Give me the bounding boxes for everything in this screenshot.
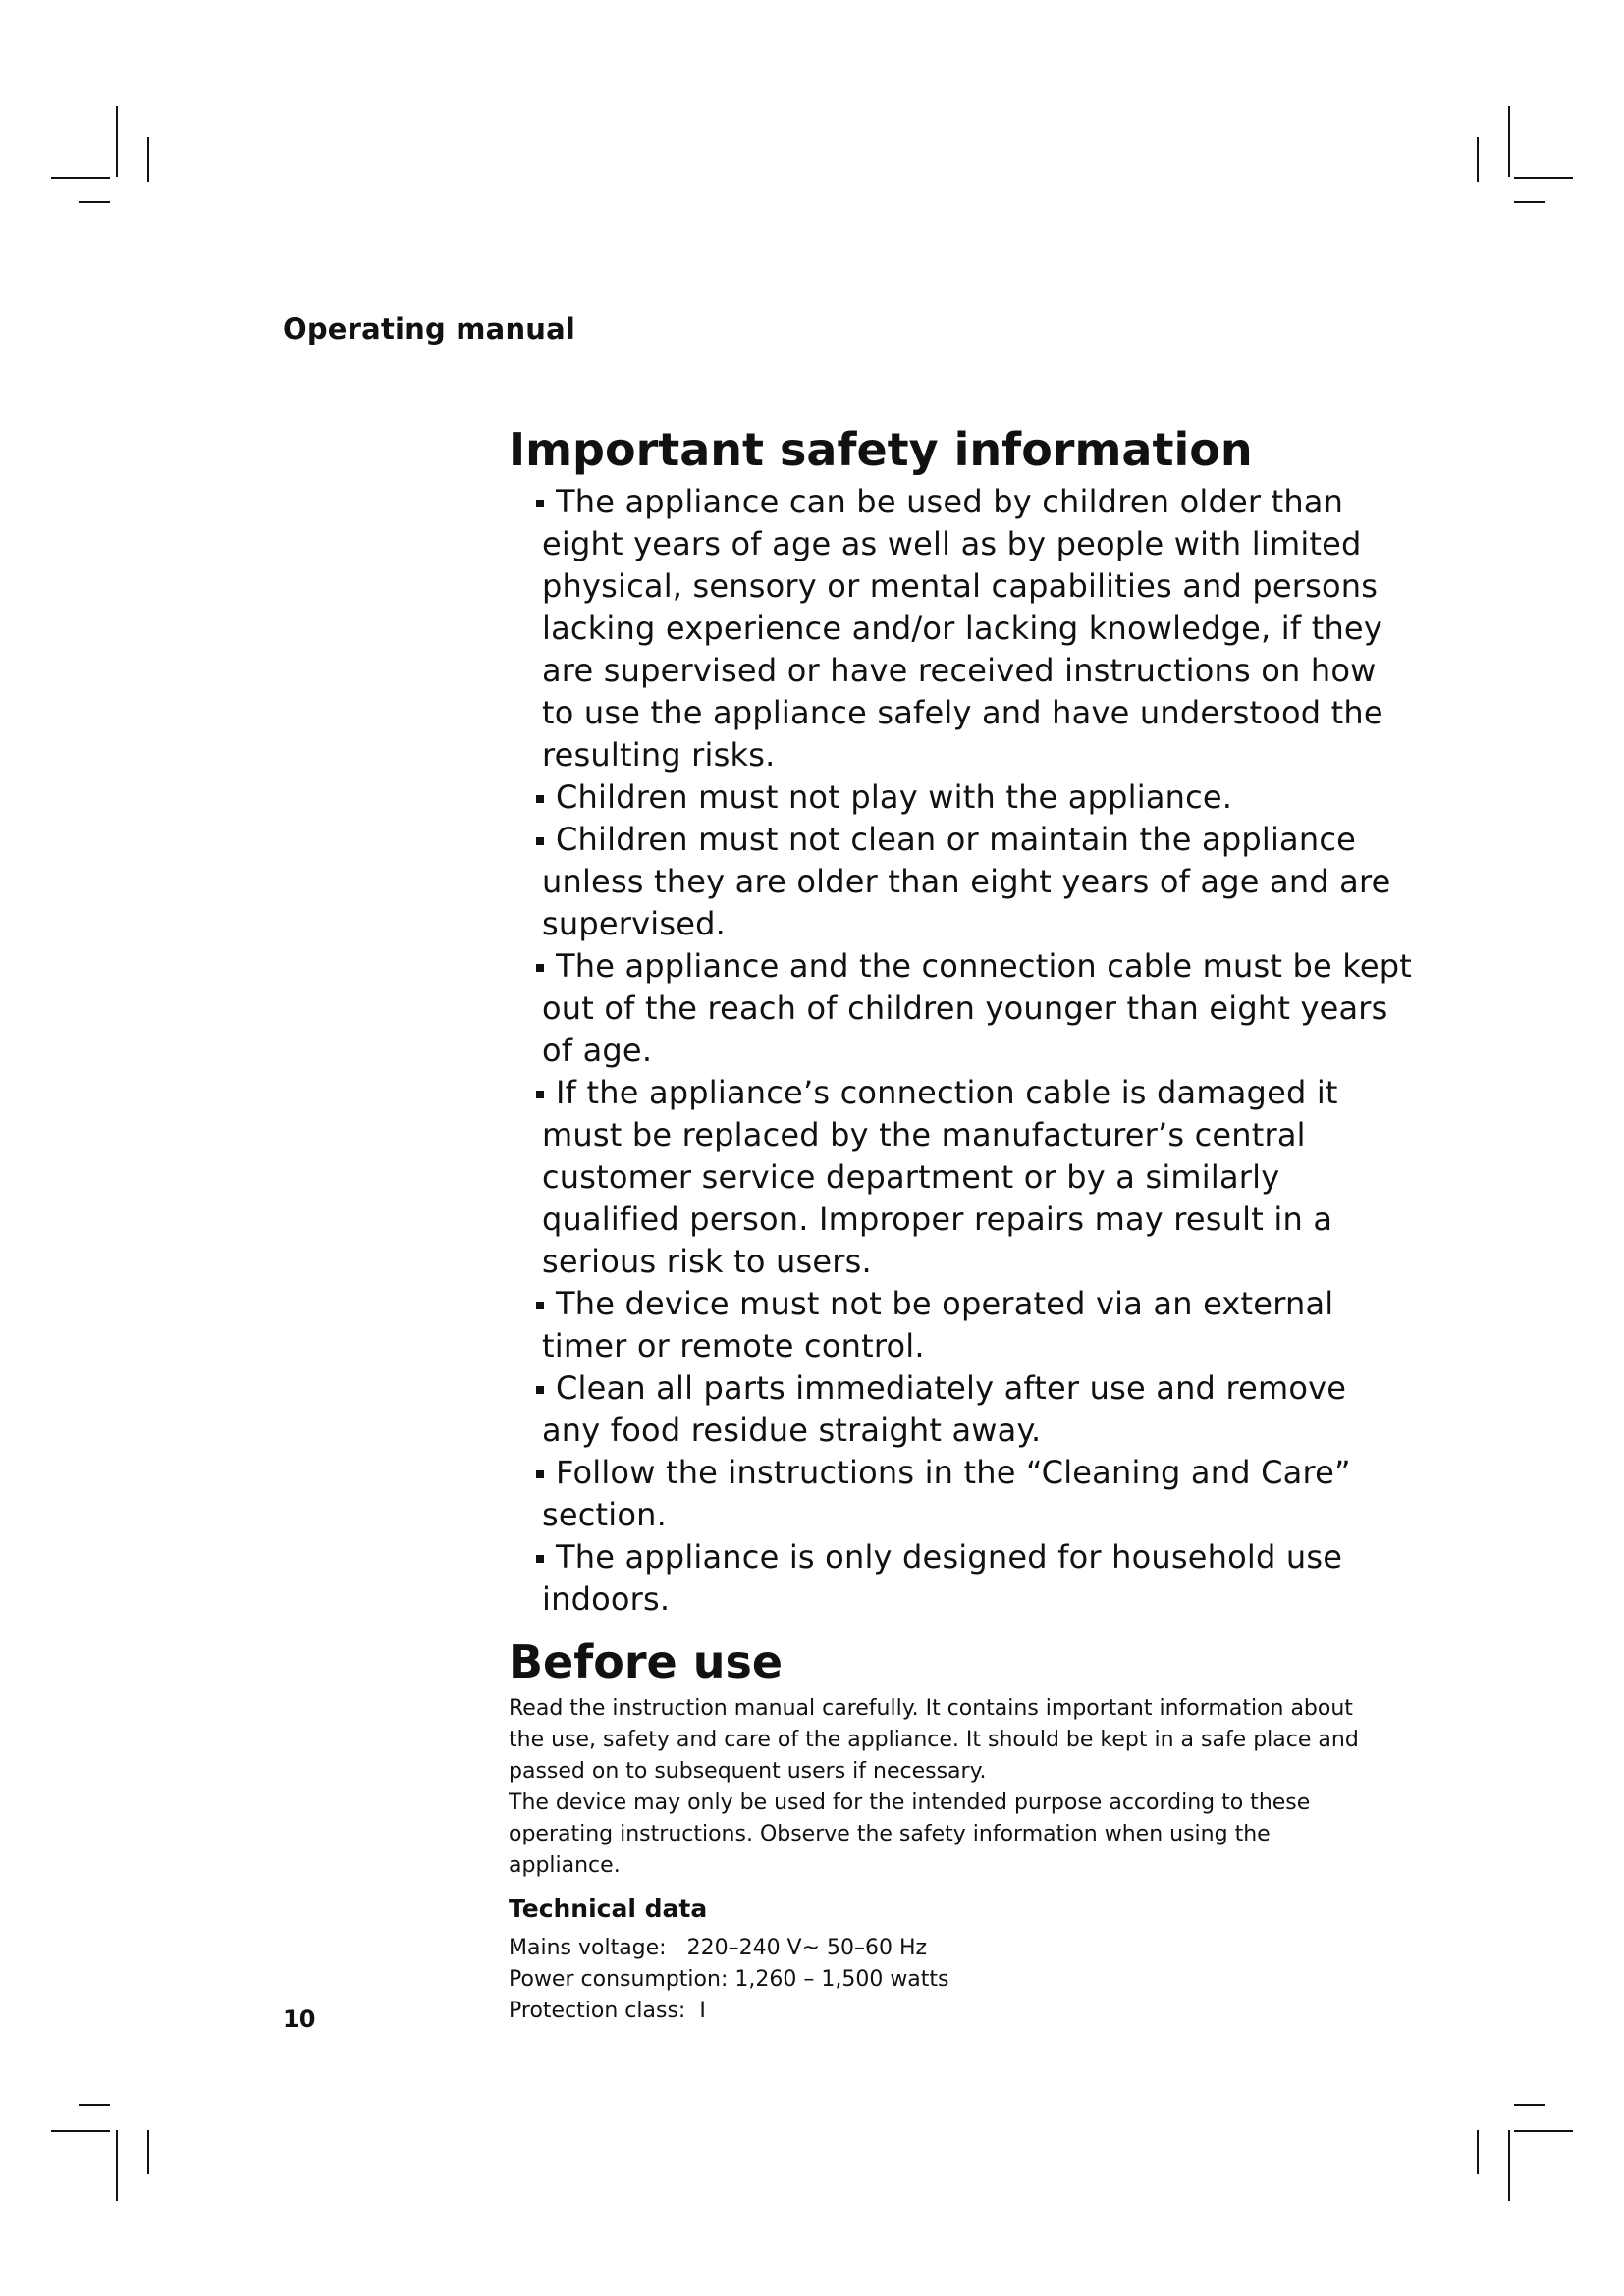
crop-mark-bottom-right-h1 xyxy=(1514,2104,1545,2106)
crop-mark-top-right-v1 xyxy=(1508,106,1510,177)
safety-list-item: The device must not be operated via an external timer or remote control. xyxy=(509,1283,1412,1367)
page-number: 10 xyxy=(283,2005,316,2033)
crop-mark-top-right-v2 xyxy=(1477,137,1479,182)
technical-data-title: Technical data xyxy=(509,1895,708,1923)
spec-value: 1,260 – 1,500 watts xyxy=(734,1967,949,1992)
crop-mark-top-left-v1 xyxy=(116,106,118,177)
spec-value: I xyxy=(699,1999,706,2023)
spec-label: Protection class: xyxy=(509,1999,686,2023)
crop-mark-top-left-h2 xyxy=(79,201,110,203)
safety-list-item: If the appliance’s connection cable is damaged it must be replaced by the manufacturer’s central customer service department or by a similarly qualified person. Improper repairs may result in a serious risk to users. xyxy=(509,1072,1412,1283)
crop-mark-top-left-h1 xyxy=(51,177,110,179)
crop-mark-top-right-h2 xyxy=(1514,201,1545,203)
crop-mark-bottom-left-v2 xyxy=(147,2130,149,2174)
spec-value: 220–240 V~ 50–60 Hz xyxy=(686,1936,928,1960)
crop-mark-bottom-right-v1 xyxy=(1508,2130,1510,2201)
safety-list-item: Children must not clean or maintain the appliance unless they are older than eight years of age and are supervised. xyxy=(509,819,1412,945)
spec-label: Mains voltage: xyxy=(509,1936,667,1960)
safety-list xyxy=(509,481,1412,1621)
crop-mark-top-left-v2 xyxy=(147,137,149,182)
crop-mark-bottom-left-h1 xyxy=(79,2104,110,2106)
crop-mark-bottom-left-h2 xyxy=(51,2130,110,2132)
before-use-paragraph-1: Read the instruction manual carefully. It contains important information about the use, safety and care of the appliance. It should be kept in a safe place and passed on to subsequent users if necessary. xyxy=(509,1696,1359,1784)
safety-section-title: Important safety information xyxy=(509,423,1253,476)
running-header: Operating manual xyxy=(283,312,576,346)
before-use-title: Before use xyxy=(509,1635,784,1688)
spec-mains-voltage xyxy=(509,1933,1412,1964)
safety-list-item: Follow the instructions in the “Cleaning and Care” section. xyxy=(509,1452,1412,1536)
safety-list-item: The appliance and the connection cable must be kept out of the reach of children younger than eight years of age. xyxy=(509,945,1412,1072)
crop-mark-bottom-left-v1 xyxy=(116,2130,118,2201)
main-content xyxy=(509,422,1412,2027)
safety-list-item: The appliance can be used by children older than eight years of age as well as by people with limited physical, sensory or mental capabilities and persons lacking experience and/or lacking knowledge, if they are supervised or have received instructions on how to use the appliance safely and have understood the resulting risks. xyxy=(509,481,1412,776)
crop-mark-bottom-right-v2 xyxy=(1477,2130,1479,2174)
spec-protection-class xyxy=(509,1996,1412,2027)
safety-list-item: Children must not play with the appliance. xyxy=(509,776,1412,819)
before-use-paragraph-2: The device may only be used for the intended purpose according to these operating instructions. Observe the safety information when using the appliance. xyxy=(509,1790,1311,1878)
spec-power-consumption xyxy=(509,1964,1412,1996)
crop-mark-top-right-h1 xyxy=(1514,177,1573,179)
safety-list-item: The appliance is only designed for household use indoors. xyxy=(509,1536,1412,1621)
crop-mark-bottom-right-h2 xyxy=(1514,2130,1573,2132)
spec-label: Power consumption: xyxy=(509,1967,729,1992)
safety-list-item: Clean all parts immediately after use and remove any food residue straight away. xyxy=(509,1367,1412,1452)
